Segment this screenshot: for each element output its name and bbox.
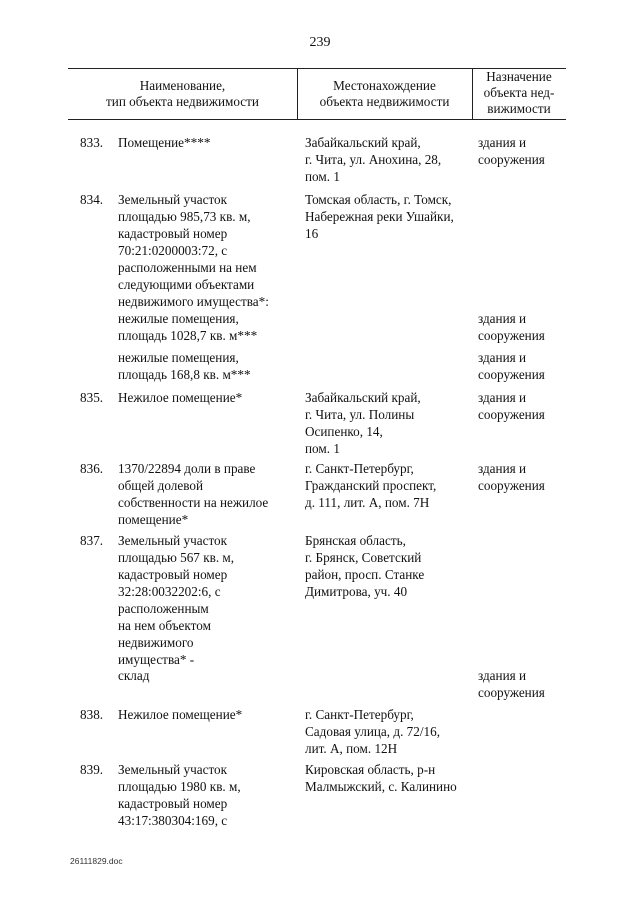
row-number: 839. [80, 762, 104, 777]
row-name: Нежилое помещение* [118, 390, 243, 405]
row-purpose: здания и сооружения [478, 311, 545, 343]
row-name: Земельный участок площадью 985,73 кв. м, кадастровый номер 70:21:0200003:72, с расположенными на нем следующими объектами недвижимого имущества*: [118, 192, 269, 309]
page-number: 239 [309, 35, 331, 50]
header-name: Наименование, тип объекта недвижимости [106, 78, 259, 109]
header-purpose: Назначение объекта нед- вижимости [483, 69, 555, 116]
header-location: Местонахождение объекта недвижимости [319, 78, 450, 109]
row-name: Нежилое помещение* [118, 707, 243, 722]
row-location: Забайкальский край, г. Чита, ул. Полины Осипенко, 14, пом. 1 [305, 390, 421, 456]
row-name: нежилые помещения, площадь 168,8 кв. м*** [118, 350, 251, 382]
row-number: 834. [80, 192, 104, 207]
row-location: Забайкальский край, г. Чита, ул. Анохина, 28, пом. 1 [305, 135, 442, 184]
row-purpose: здания и сооружения [478, 390, 545, 422]
row-name: 1370/22894 доли в праве общей долевой собственности на нежилое помещение* [118, 461, 269, 527]
row-location: Кировская область, р-н Малмыжский, с. Калинино [305, 762, 457, 794]
row-purpose: здания и сооружения [478, 135, 545, 167]
row-location: г. Санкт-Петербург, Садовая улица, д. 72/16, лит. А, пом. 12Н [305, 707, 441, 756]
row-location: Томская область, г. Томск, Набережная реки Ушайки, 16 [305, 192, 454, 241]
row-number: 837. [80, 533, 104, 548]
row-purpose: здания и сооружения [478, 350, 545, 382]
document-filename: 26111829.doc [70, 856, 123, 866]
row-number: 833. [80, 135, 104, 150]
row-number: 838. [80, 707, 104, 722]
row-purpose: здания и сооружения [478, 461, 545, 493]
row-location: Брянская область, г. Брянск, Советский район, просп. Станке Димитрова, уч. 40 [305, 533, 425, 599]
row-number: 836. [80, 461, 104, 476]
row-location: г. Санкт-Петербург, Гражданский проспект, д. 111, лит. А, пом. 7Н [305, 461, 437, 510]
row-name: склад [118, 668, 150, 683]
row-name: Земельный участок площадью 567 кв. м, кадастровый номер 32:28:0032202:6, с расположенным на нем объектом недвижимого имущества* - [118, 533, 235, 667]
row-name: Земельный участок площадью 1980 кв. м, кадастровый номер 43:17:380304:169, с [118, 762, 241, 828]
row-purpose: здания и сооружения [478, 668, 545, 700]
row-name: нежилые помещения, площадь 1028,7 кв. м*** [118, 311, 258, 343]
row-name: Помещение**** [118, 135, 211, 150]
row-number: 835. [80, 390, 104, 405]
